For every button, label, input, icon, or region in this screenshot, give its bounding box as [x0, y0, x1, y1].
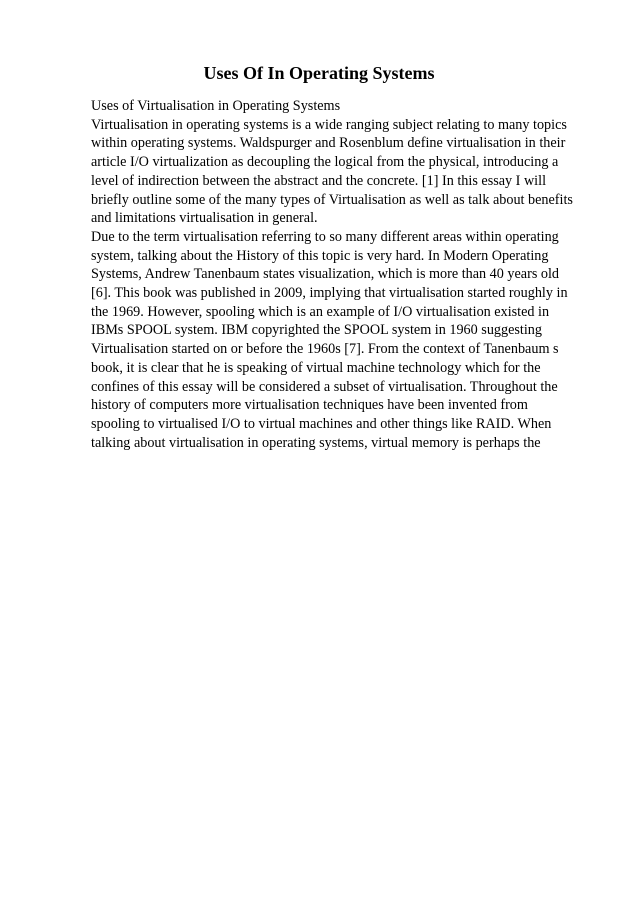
- document-title: Uses Of In Operating Systems: [203, 63, 435, 83]
- text-line: history of computers more virtualisation techniques have been invented from: [91, 397, 528, 414]
- text-line: talking about virtualisation in operating systems, virtual memory is perhaps the: [91, 434, 541, 451]
- text-line: and limitations virtualisation in general.: [91, 210, 318, 227]
- text-line: spooling to virtualised I/O to virtual machines and other things like RAID. When: [91, 415, 552, 432]
- text-line: book, it is clear that he is speaking of virtual machine technology which for the: [91, 359, 541, 376]
- text-line: confines of this essay will be considered a subset of virtualisation. Throughout the: [91, 378, 558, 395]
- text-line: level of indirection between the abstract and the concrete. [1] In this essay I will: [91, 172, 547, 189]
- text-line: article I/O virtualization as decoupling the logical from the physical, introducing a: [91, 154, 559, 171]
- text-line: Uses of Virtualisation in Operating Systems: [91, 98, 341, 114]
- text-line: Virtualisation in operating systems is a wide ranging subject relating to many topics: [91, 116, 567, 133]
- text-line: the 1969. However, spooling which is an example of I/O virtualisation existed in: [91, 303, 550, 320]
- text-line: Due to the term virtualisation referring to so many different areas within operating: [91, 228, 559, 245]
- text-line: IBMs SPOOL system. IBM copyrighted the SPOOL system in 1960 suggesting: [91, 322, 542, 339]
- text-line: Virtualisation started on or before the 1960s [7]. From the context of Tanenbaum s: [91, 341, 559, 358]
- text-line: briefly outline some of the many types of Virtualisation as well as talk about benefits: [91, 191, 573, 208]
- text-line: within operating systems. Waldspurger and Rosenblum define virtualisation in their: [91, 135, 566, 152]
- text-line: [6]. This book was published in 2009, implying that virtualisation started roughly in: [91, 285, 568, 302]
- text-line: Systems, Andrew Tanenbaum states visualization, which is more than 40 years old: [91, 266, 560, 283]
- text-line: system, talking about the History of this topic is very hard. In Modern Operating: [91, 247, 549, 264]
- document-body: [91, 97, 573, 452]
